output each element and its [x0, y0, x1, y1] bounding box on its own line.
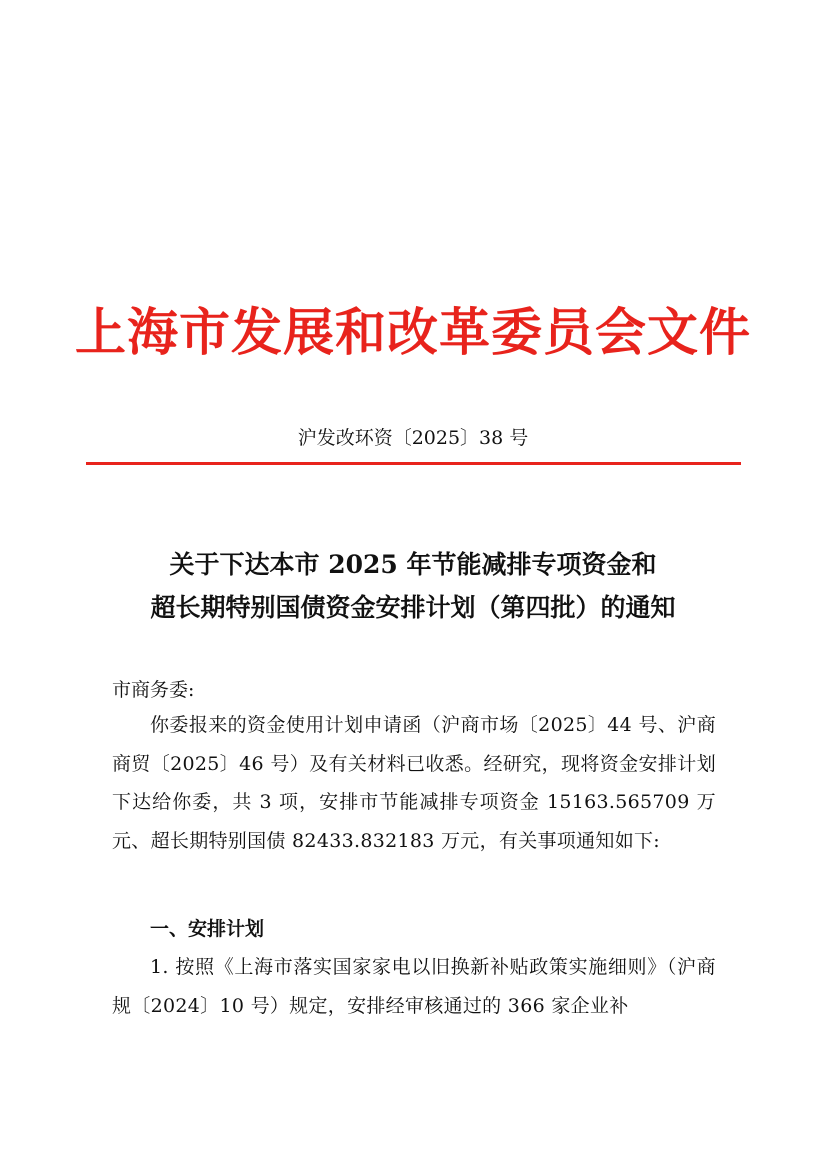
notice-title-line-1: 关于下达本市 2025 年节能减排专项资金和 [169, 550, 657, 579]
body-paragraph-2: 1. 按照《上海市落实国家家电以旧换新补贴政策实施细则》（沪商规〔2024〕10 号）规定，安排经审核通过的 366 家企业补 [112, 956, 716, 1017]
masthead-title: 上海市发展和改革委员会文件 [74, 303, 751, 363]
addressee: 市商务委: [112, 679, 195, 701]
section-heading-1: 一、安排计划 [150, 918, 265, 940]
notice-title-line-2: 超长期特别国债资金安排计划（第四批）的通知 [150, 593, 676, 622]
body-paragraph-1: 你委报来的资金使用计划申请函（沪商市场〔2025〕44 号、沪商商贸〔2025〕46 号）及有关材料已收悉。经研究，现将资金安排计划下达给你委，共 3 项，安排市节能减排专项资金 15163.565709 万元、超长期特别国债 82433.832183 万元，有关事项通知如下: [112, 714, 716, 852]
notice-title [40, 543, 786, 629]
document-number: 沪发改环资〔2025〕38 号 [297, 427, 529, 449]
red-divider-line [86, 462, 741, 465]
